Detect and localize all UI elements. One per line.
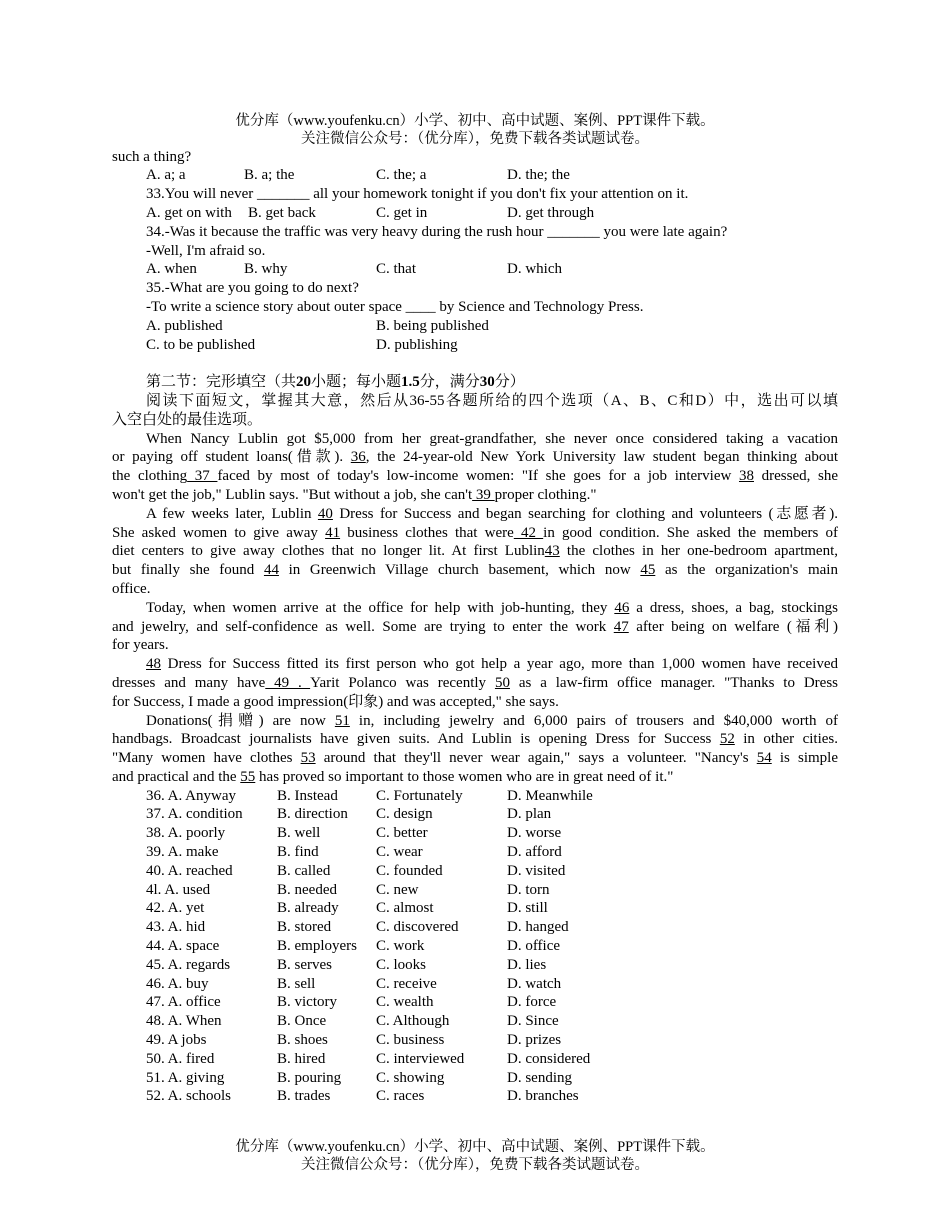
blank-number: 47: [613, 618, 629, 635]
question-34-options: [112, 260, 838, 279]
question-35-reply: -To write a science story about outer space ____ by Science and Technology Press.: [146, 298, 644, 315]
passage-text: "Many women have clothes: [112, 750, 301, 767]
question-number-option-a: 52. A. schools: [146, 1088, 232, 1105]
blank-number: 42: [513, 524, 544, 541]
passage-text: in, including jewelry and 6,000 pairs of trousers and $40,000 worth of: [349, 712, 838, 729]
question-35-stem: 35.-What are you going to do next?: [146, 280, 359, 297]
question-34-reply: -Well, I'm afraid so.: [146, 242, 266, 259]
blank-number: 46: [614, 599, 630, 616]
question-35-options-row-2: [112, 336, 838, 355]
blank-number: 37: [187, 468, 218, 485]
passage-text: but finally she found: [112, 562, 264, 579]
option-b: B. sell: [277, 975, 316, 992]
passage-text: in Greenwich Village church basement, which now: [278, 562, 641, 579]
header-line-2: 关注微信公众号：（优分库），免费下载各类试题试卷。: [301, 131, 649, 147]
passage-text: the clothes in her one-bedroom apartment,: [559, 543, 838, 560]
passage-text: When Nancy Lublin got $5,000 from her great-grandfather, she never once considered taking a vacation: [146, 430, 838, 447]
section-2-instructions-line-1: 阅读下面短文，掌握其大意，然后从36-55各题所给的四个选项（A、B、C和D）中，选出可以填: [146, 392, 838, 409]
option-d: D. watch: [507, 975, 562, 992]
cloze-option-row: [112, 993, 838, 1012]
passage-text: around that they'll never wear again," says a volunteer. "Nancy's: [315, 750, 757, 767]
cloze-option-row: [112, 1031, 838, 1050]
option-a: A. when: [146, 261, 197, 278]
option-b: B. a; the: [244, 167, 295, 184]
blank-line: [112, 354, 838, 373]
passage-line: [112, 768, 838, 787]
cloze-option-row: [112, 1087, 838, 1106]
option-d: D. force: [507, 994, 557, 1011]
option-c: C. showing: [376, 1069, 445, 1086]
option-c: C. races: [376, 1088, 425, 1105]
option-d: D. the; the: [507, 167, 570, 184]
passage-line: [112, 618, 838, 637]
question-32-options: [112, 166, 838, 185]
blank-number: 36: [350, 449, 366, 466]
passage-text: diet centers to give away clothes that no longer lit. At first Lublin: [112, 543, 545, 560]
option-b: B. find: [277, 844, 319, 861]
passage-text: won't get the job," Lublin says. "But without a job, she can't: [112, 486, 473, 503]
points-each: 1.5: [401, 374, 420, 391]
cloze-option-row: [112, 1050, 838, 1069]
option-d: D. afford: [507, 844, 562, 861]
passage-text: has proved so important to those women who are in great need of it.": [255, 768, 674, 785]
option-b: B. pouring: [277, 1069, 342, 1086]
option-d: D. plan: [507, 806, 552, 823]
option-c: C. wealth: [376, 994, 434, 1011]
passage-text: proper clothing.": [494, 486, 597, 503]
option-d: D. Meanwhile: [507, 787, 593, 804]
option-d: D. Since: [507, 1013, 559, 1030]
passage-line: [112, 486, 838, 505]
passage-line: [112, 712, 838, 731]
question-number-option-a: 47. A. office: [146, 994, 221, 1011]
blank-number: 50: [494, 674, 510, 691]
question-number-option-a: 37. A. condition: [146, 806, 243, 823]
question-number-option-a: 49. A jobs: [146, 1032, 207, 1049]
option-d: D. which: [507, 261, 562, 278]
passage-text: for years.: [112, 637, 169, 654]
option-a: A. get on with: [146, 204, 232, 221]
footer-line-2: 关注微信公众号：（优分库），免费下载各类试题试卷。: [301, 1157, 649, 1173]
passage-text: Donations(捐赠) are now: [146, 712, 335, 729]
question-32-stem-tail: such a thing?: [112, 148, 192, 165]
passage-text: Dress for Success fitted its first person who got help a year ago, more than 1,000 women have received: [161, 656, 838, 673]
blank-number: 40: [317, 505, 333, 522]
passage-text: and practical and the: [112, 768, 241, 785]
passage-line: [112, 561, 838, 580]
option-b: B. victory: [277, 994, 337, 1011]
option-c: C. better: [376, 825, 428, 842]
passage-paragraph: [112, 599, 838, 655]
passage-line: [112, 580, 838, 599]
passage-text: as a law-firm office manager. "Thanks to Dress: [509, 674, 838, 691]
blank-number: 45: [640, 562, 656, 579]
passage-text: in good condition. She asked the members of: [543, 524, 839, 541]
cloze-option-row: [112, 937, 838, 956]
option-d: D. hanged: [507, 919, 569, 936]
section-2-instructions-line-2: 入空白处的最佳选项。: [112, 411, 263, 428]
cloze-option-row: [112, 918, 838, 937]
passage-line: [112, 636, 838, 655]
question-number-option-a: 43. A. hid: [146, 919, 206, 936]
option-c: C. Fortunately: [376, 787, 463, 804]
blank-number: 49 .: [265, 674, 311, 691]
passage-text: office.: [112, 580, 151, 597]
option-c: C. get in: [376, 204, 428, 221]
question-33-stem: 33.You will never _______ all your homework tonight if you don't fix your attention on it.: [146, 186, 689, 203]
option-c: C. receive: [376, 975, 437, 992]
option-b: B. trades: [277, 1088, 331, 1105]
passage-line: [112, 749, 838, 768]
passage-text: is simple: [771, 750, 838, 767]
option-c: C. business: [376, 1032, 445, 1049]
passage-text: dresses and many have: [112, 674, 266, 691]
question-34-stem: 34.-Was it because the traffic was very heavy during the rush hour _______ you were late again?: [146, 223, 728, 240]
passage-paragraph: [112, 712, 838, 787]
passage-text: A few weeks later, Lublin: [146, 505, 318, 522]
option-b: B. why: [244, 261, 288, 278]
passage-text: Yarit Polanco was recently: [310, 674, 495, 691]
blank-number: 54: [756, 750, 772, 767]
cloze-option-row: [112, 1012, 838, 1031]
passage-paragraph: [112, 505, 838, 599]
question-number-option-a: 48. A. When: [146, 1013, 222, 1030]
option-d: D. torn: [507, 881, 550, 898]
option-b: B. called: [277, 862, 331, 879]
option-b: B. direction: [277, 806, 348, 823]
question-number-option-a: 45. A. regards: [146, 956, 231, 973]
option-c: C. founded: [376, 862, 443, 879]
passage-line: [112, 730, 838, 749]
question-number-option-a: 44. A. space: [146, 938, 220, 955]
title-text: 分）: [494, 374, 525, 391]
question-number-option-a: 38. A. poorly: [146, 825, 226, 842]
blank-number: 52: [719, 731, 735, 748]
option-b: B. needed: [277, 881, 337, 898]
passage-text: a dress, shoes, a bag, stockings: [629, 599, 838, 616]
footer-line-1: 优分库（www.youfenku.cn）小学、初中、高中试题、案例、PPT课件下载。: [235, 1139, 715, 1155]
option-b: B. shoes: [277, 1032, 328, 1049]
passage-line: [112, 542, 838, 561]
option-b: B. well: [277, 825, 321, 842]
cloze-option-row: [112, 881, 838, 900]
option-a: A. published: [146, 317, 223, 334]
option-d: D. sending: [507, 1069, 572, 1086]
option-c: C. to be published: [146, 336, 256, 353]
question-count: 20: [296, 374, 312, 391]
question-number-option-a: 50. A. fired: [146, 1050, 215, 1067]
option-d: D. prizes: [507, 1032, 562, 1049]
option-c: C. interviewed: [376, 1050, 465, 1067]
option-d: D. office: [507, 938, 561, 955]
passage-paragraph: [112, 655, 838, 711]
option-b: B. Once: [277, 1013, 327, 1030]
page-header: [0, 112, 950, 148]
option-b: B. hired: [277, 1050, 326, 1067]
option-b: B. Instead: [277, 787, 338, 804]
cloze-option-row: [112, 1069, 838, 1088]
option-d: D. considered: [507, 1050, 591, 1067]
passage-line: [112, 448, 838, 467]
passage-line: [112, 430, 838, 449]
option-b: B. being published: [376, 317, 489, 334]
title-text: 分，满分: [419, 374, 480, 391]
cloze-option-row: [112, 843, 838, 862]
cloze-option-row: [112, 824, 838, 843]
option-c: C. discovered: [376, 919, 459, 936]
cloze-option-row: [112, 787, 838, 806]
option-d: D. lies: [507, 956, 547, 973]
question-number-option-a: 36. A. Anyway: [146, 787, 236, 804]
passage-line: [112, 524, 838, 543]
passage-text: handbags. Broadcast journalists have given suits. And Lublin is opening Dress for Success: [112, 731, 720, 748]
option-d: D. visited: [507, 862, 566, 879]
option-d: D. publishing: [376, 336, 458, 353]
blank-number: 38: [738, 468, 754, 485]
cloze-passage: [112, 430, 838, 787]
cloze-option-row: [112, 862, 838, 881]
blank-number: 51: [334, 712, 350, 729]
blank-number: 48: [146, 656, 161, 673]
question-35-options-row-1: [112, 317, 838, 336]
option-c: C. looks: [376, 956, 427, 973]
cloze-option-row: [112, 956, 838, 975]
option-c: C. that: [376, 261, 416, 278]
exam-body: [112, 148, 838, 1107]
title-text: 第二节：完形填空（共: [146, 374, 297, 391]
option-b: B. serves: [277, 956, 332, 973]
blank-number: 53: [300, 750, 316, 767]
blank-number: 43: [544, 543, 560, 560]
option-c: C. design: [376, 806, 433, 823]
question-number-option-a: 42. A. yet: [146, 900, 205, 917]
passage-line: [112, 674, 838, 693]
option-b: B. get back: [248, 204, 316, 221]
title-text: 小题；每小题: [311, 374, 402, 391]
question-33-options: [112, 204, 838, 223]
passage-line: [112, 599, 838, 618]
blank-number: 55: [240, 768, 256, 785]
blank-number: 39: [472, 486, 495, 503]
passage-text: or paying off student loans(借款).: [112, 449, 351, 466]
passage-text: as the organization's main: [655, 562, 838, 579]
option-b: B. employers: [277, 938, 357, 955]
passage-line: [112, 505, 838, 524]
passage-text: the clothing: [112, 468, 188, 485]
passage-text: dressed, she: [753, 468, 839, 485]
total-points: 30: [479, 374, 495, 391]
option-b: B. stored: [277, 919, 332, 936]
header-line-1: 优分库（www.youfenku.cn）小学、初中、高中试题、案例、PPT课件下载。: [235, 113, 715, 129]
cloze-options: [112, 787, 838, 1107]
question-number-option-a: 51. A. giving: [146, 1069, 225, 1086]
section-2-title: [112, 373, 838, 392]
passage-line: [112, 467, 838, 486]
question-number-option-a: 4l. A. used: [146, 881, 211, 898]
question-number-option-a: 39. A. make: [146, 844, 219, 861]
passage-text: , the 24-year-old New York University law student began thinking about: [365, 449, 839, 466]
passage-line: [112, 693, 838, 712]
page-footer: [0, 1138, 950, 1174]
passage-line: [112, 655, 838, 674]
passage-text: after being on welfare (福利): [628, 618, 838, 635]
passage-text: and jewelry, and self-confidence as well. Some are trying to enter the work: [112, 618, 614, 635]
blank-number: 44: [263, 562, 279, 579]
option-a: A. a; a: [146, 167, 186, 184]
passage-paragraph: [112, 430, 838, 505]
option-c: C. the; a: [376, 167, 427, 184]
option-d: D. branches: [507, 1088, 579, 1105]
passage-text: Dress for Success and began searching for clothing and volunteers (志愿者).: [332, 505, 838, 522]
option-d: D. still: [507, 900, 548, 917]
option-d: D. get through: [507, 204, 595, 221]
passage-text: for Success, I made a good impression(印象) and was accepted," she says.: [112, 693, 559, 710]
option-b: B. already: [277, 900, 339, 917]
option-c: C. almost: [376, 900, 434, 917]
passage-text: Today, when women arrive at the office for help with job-hunting, they: [146, 599, 615, 616]
cloze-option-row: [112, 899, 838, 918]
option-c: C. work: [376, 938, 425, 955]
option-c: C. wear: [376, 844, 423, 861]
passage-text: business clothes that were: [340, 524, 514, 541]
option-c: C. new: [376, 881, 419, 898]
question-number-option-a: 46. A. buy: [146, 975, 209, 992]
passage-text: in other cities.: [734, 731, 838, 748]
passage-text: She asked women to give away: [112, 524, 326, 541]
option-d: D. worse: [507, 825, 562, 842]
option-c: C. Although: [376, 1013, 450, 1030]
cloze-option-row: [112, 805, 838, 824]
question-number-option-a: 40. A. reached: [146, 862, 233, 879]
blank-number: 41: [325, 524, 341, 541]
passage-text: faced by most of today's low-income women: "If she goes for a job interview: [217, 468, 739, 485]
cloze-option-row: [112, 975, 838, 994]
